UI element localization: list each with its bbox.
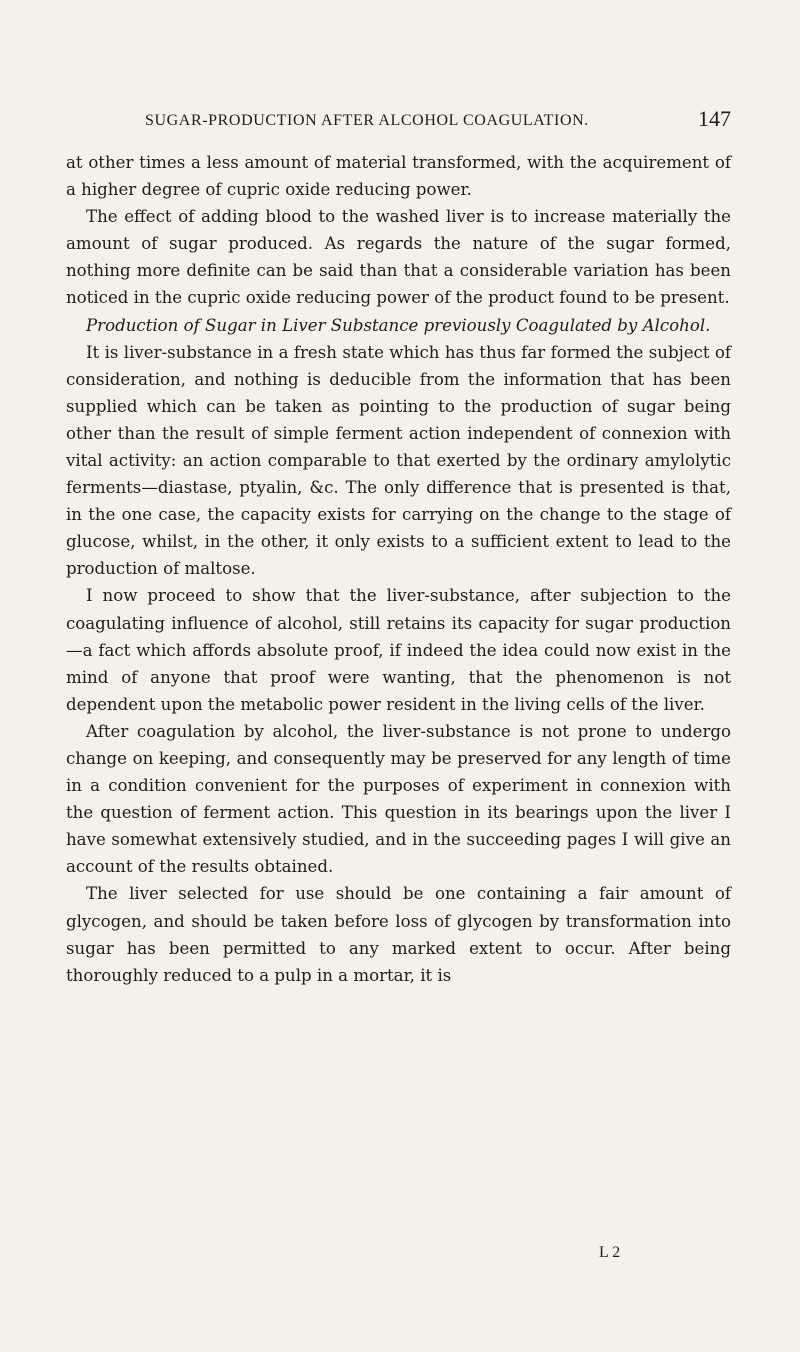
paragraph: After coagulation by alcohol, the liver-substance is not prone to undergo change on keeping, and consequently may be preserved for any length of time in a condition convenient for the purposes of experiment in connexion with the question of ferment action. This question in its bearings upon the liver I have somewhat extensively studied, and in the succeeding pages I will give an account of the results obtained. (66, 721, 731, 877)
running-head: SUGAR-PRODUCTION AFTER ALCOHOL COAGULATION. (145, 112, 589, 129)
page-number: 147 (698, 106, 731, 131)
body-text (66, 149, 731, 989)
paragraph: The effect of adding blood to the washed liver is to increase materially the amount of sugar produced. As regards the nature of the sugar formed, nothing more definite can be said than that a considerable variation has been noticed in the cupric oxide reducing power of the product found to be present. (66, 207, 731, 308)
signature-mark: L 2 (599, 1244, 621, 1261)
paragraph: The liver selected for use should be one containing a fair amount of glycogen, and should be taken before loss of glycogen by transformation into sugar has been permitted to any marked extent to occur. After being thoroughly reduced to a pulp in a mortar, it is (66, 884, 731, 985)
paragraph: I now proceed to show that the liver-substance, after subjection to the coagulating influence of alcohol, still retains its capacity for sugar production—a fact which affords absolute proof, if indeed the idea could now exist in the mind of anyone that proof were wanting, that the phenomenon is not dependent upon the metabolic power resident in the living cells of the liver. (66, 586, 731, 714)
paragraph: It is liver-substance in a fresh state which has thus far formed the subject of consideration, and nothing is deducible from the information that has been supplied which can be taken as pointing to the production of sugar being other than the result of simple ferment action independent of connexion with vital activity: an action comparable to that exerted by the ordinary amylolytic ferments—diastase, ptyalin, &c. The only difference that is presented is that, in the one case, the capacity exists for carrying on the change to the stage of glucose, whilst, in the other, it only exists to a sufficient extent to lead to the production of maltose. (66, 342, 731, 579)
paragraph: at other times a less amount of material transformed, with the acquirement of a higher degree of cupric oxide reducing power. (66, 153, 731, 200)
section-heading: Production of Sugar in Liver Substance previously Coagulated by Alcohol. (86, 315, 711, 335)
